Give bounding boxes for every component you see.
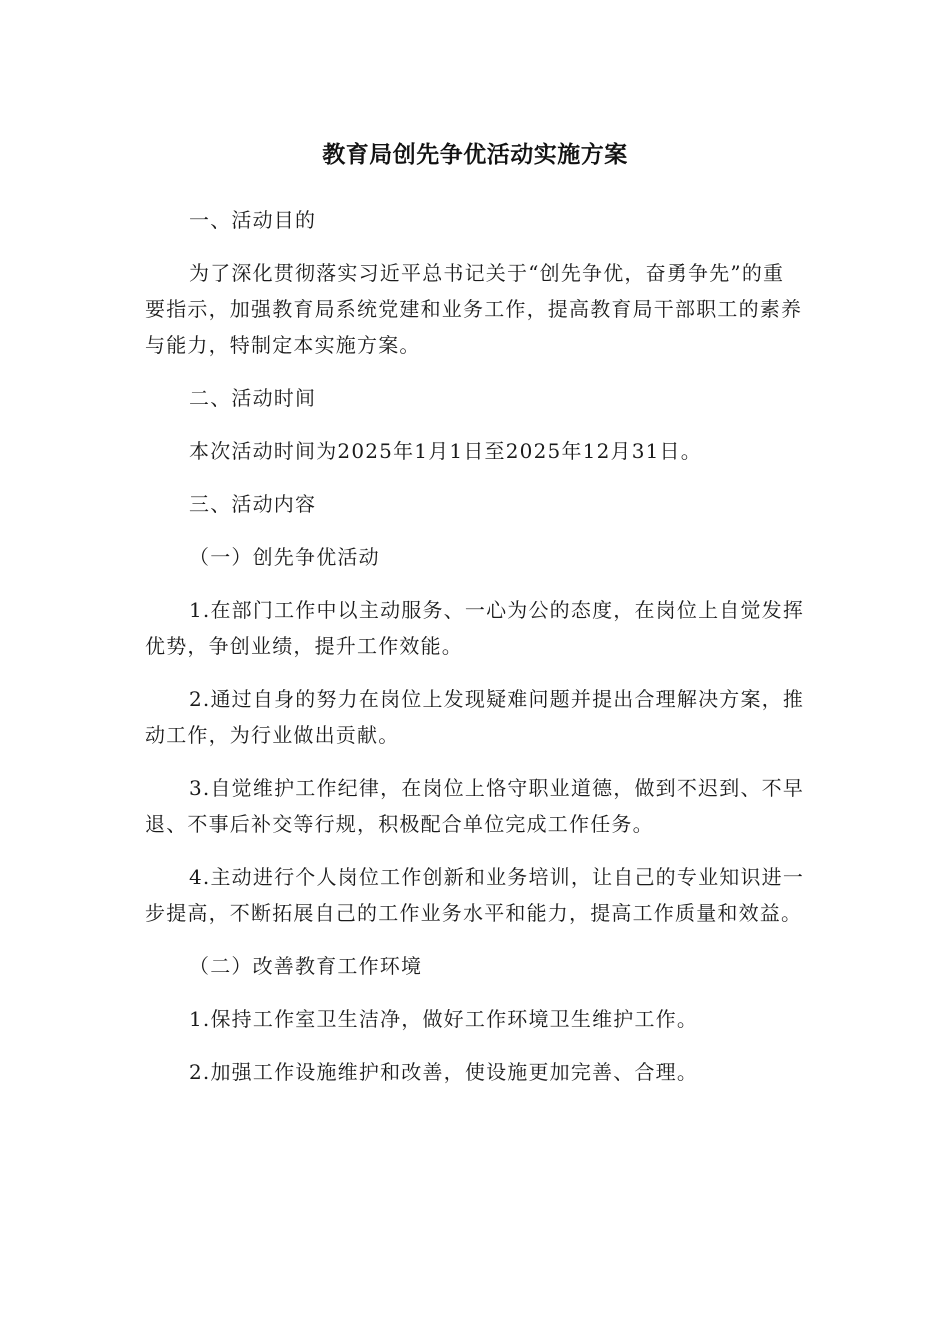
list-item: 2.通过自身的努力在岗位上发现疑难问题并提出合理解决方案，推动工作，为行业做出贡献。 [145,687,805,747]
document-title: 教育局创先争优活动实施方案 [322,142,628,168]
section-heading-content: 三、活动内容 [189,492,317,516]
list-item: 1.保持工作室卫生洁净，做好工作环境卫生维护工作。 [189,1007,699,1031]
list-item: 2.加强工作设施维护和改善，使设施更加完善、合理。 [189,1060,699,1084]
section-heading-purpose: 一、活动目的 [189,208,317,232]
paragraph-time: 本次活动时间为2025年1月1日至2025年12月31日。 [189,439,702,463]
list-item: 3.自觉维护工作纪律，在岗位上恪守职业道德，做到不迟到、不早退、不事后补交等行规，积极配合单位完成工作任务。 [145,776,805,836]
subheading-excellence: （一）创先争优活动 [189,545,380,569]
document-body [145,202,805,1090]
paragraph-purpose: 为了深化贯彻落实习近平总书记关于“创先争优，奋勇争先”的重要指示，加强教育局系统党建和业务工作，提高教育局干部职工的素养与能力，特制定本实施方案。 [145,261,803,357]
subheading-environment: （二）改善教育工作环境 [189,954,423,978]
section-heading-time: 二、活动时间 [189,386,317,410]
list-item: 4.主动进行个人岗位工作创新和业务培训，让自己的专业知识进一步提高，不断拓展自己的工作业务水平和能力，提高工作质量和效益。 [145,865,805,925]
list-item: 1.在部门工作中以主动服务、一心为公的态度，在岗位上自觉发挥优势，争创业绩，提升工作效能。 [145,598,805,658]
